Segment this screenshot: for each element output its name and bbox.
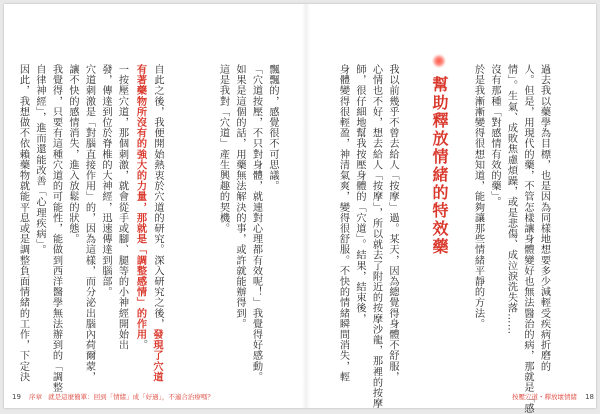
text-line: 讓不快的感情消失，進入放鬆的狀態。 — [67, 64, 78, 245]
chapter-heading: 幫助釋放情緒的特效藥 — [430, 76, 449, 256]
text-line: 這是我對「穴道」產生興趣的契機。 — [217, 64, 229, 234]
text-line: 身體變得很輕盈，神清氣爽，變得很舒服。不快的情緒瞬間消失，輕 — [337, 64, 349, 382]
right-paragraph-1 — [469, 64, 552, 414]
left-chapter-label: 序章 — [29, 393, 42, 401]
right-paragraph-2 — [334, 64, 400, 409]
text-line: 情」。生氣、成敗焦慮煩躁，或是悲傷、成泣淚洗失落…… — [505, 64, 517, 335]
text-line: 我以前幾乎不曾去給人「按摩」過。某天，因為總覺得身體不舒服， — [387, 64, 398, 382]
text-line: 師，很仔細地幫我按壓身體的「穴道」。結果，結束後， — [354, 64, 365, 324]
text-line: 沒有那種「對感情有效的藥」。 — [489, 64, 500, 208]
text-line: 穴道刺激是「對腦直接作用」的，因為這樣，而分泌出腦內荷爾蒙， — [83, 64, 95, 382]
text-line: 人。但是，用現代的藥，不管怎樣讓身體變好也無法醫治的病，那就是「感 — [522, 64, 533, 414]
text-line: 自此之後，我便開始熱衷於穴道的研究。深入研究之後， — [152, 64, 163, 329]
text-line: 。 — [135, 339, 147, 351]
text-line-with-highlight — [132, 64, 149, 382]
highlight-text: 發現了穴道 — [151, 329, 163, 382]
text-line: 自律神經」，進而還能改善「心理疾病」。 — [34, 64, 45, 256]
highlight-text: 有著藥物所沒有的強大的力量，那就是「調整感情」的作用 — [134, 64, 147, 340]
right-running-head: 按壓穴道・釋放壞情緒 — [512, 393, 577, 401]
right-page-number: 18 — [585, 393, 594, 401]
left-tagline: 就是這麼簡單：回到「情緒」成「好過」，不適合治療嗎？ — [48, 393, 214, 401]
text-line: 一按壓穴道，那個刺激，就會從手或腳、腿等的小神經開始出 — [116, 64, 128, 351]
red-bullet-dot — [432, 54, 446, 68]
left-page-number: 19 — [12, 393, 21, 401]
text-line: 我覺得，只要有這種穴道的可能性，能做到西洋醫學無法辦到的「調整 — [50, 64, 62, 393]
text-line: 「穴道按壓，不只對身體，就連對心理都有效呢！」我覺得好感動。 — [250, 64, 262, 382]
left-paragraph-3 — [14, 64, 130, 393]
book-gutter — [302, 4, 310, 408]
text-line: 發，傳達到位於脊椎的大神經，迅速傳達到腦部。 — [100, 64, 111, 298]
text-line-with-highlight — [149, 64, 166, 382]
text-line: 過去我以藥學為目標，也是因為同樣地想要多少減輕受疾病折磨的 — [538, 64, 550, 372]
left-paragraph-2 — [132, 64, 165, 382]
text-line: 如果是這個的話，用藥無法解決的事，或許就能辦得到。 — [234, 64, 245, 329]
left-footer — [12, 392, 214, 401]
text-line: 因此，我想做不依賴藥物就能平息或是調整負面情緒的工作，下定決 — [17, 64, 29, 382]
text-line: 心情也不好，想去給人「按摩」，所以就去了附近的按摩沙龍，那裡的按摩 — [370, 64, 382, 409]
text-line: 於是我漸漸變得很想知道，能夠讓那些情緒平靜的方法。 — [472, 64, 484, 329]
left-paragraph-1 — [214, 64, 280, 382]
right-footer — [512, 392, 594, 401]
book-spread — [4, 4, 596, 414]
text-line: 飄飄的，感覺很不可思議。 — [267, 64, 278, 192]
